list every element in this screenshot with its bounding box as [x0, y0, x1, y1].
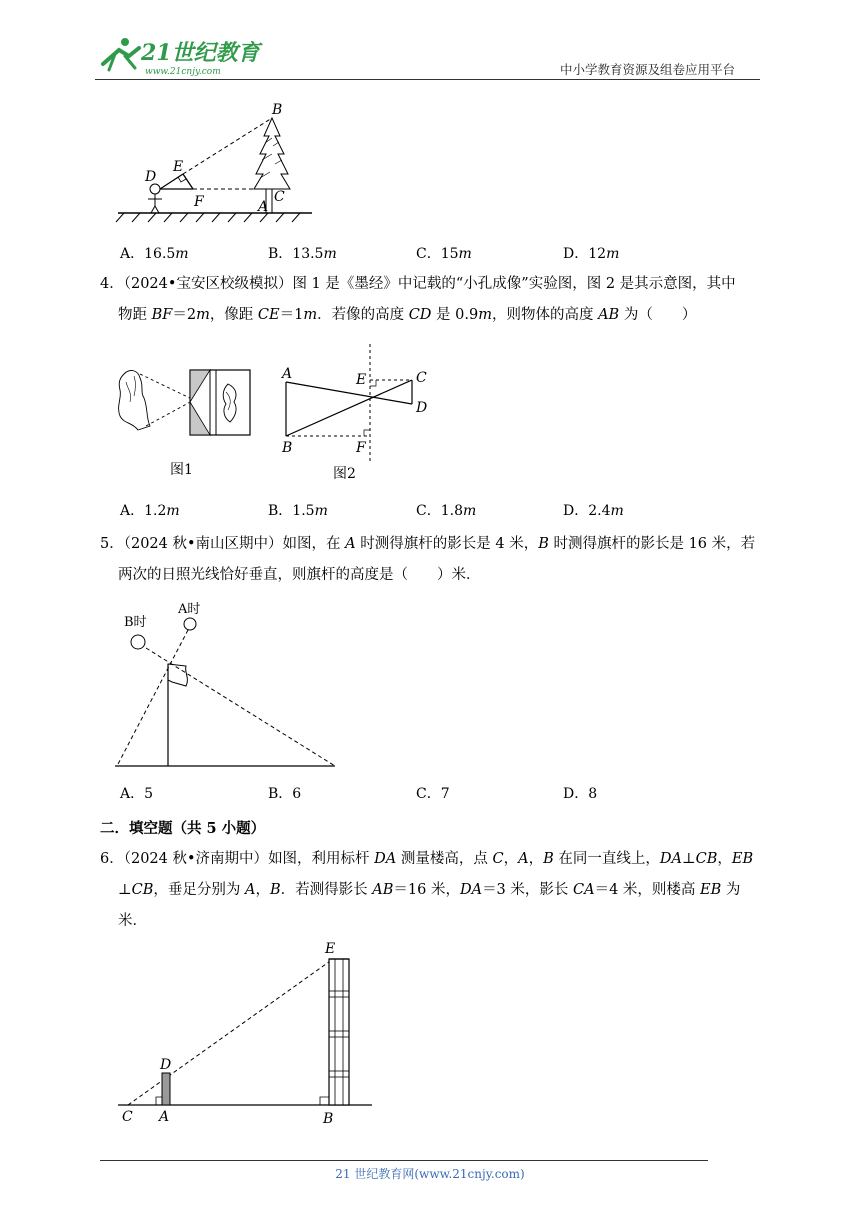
site-logo [95, 34, 265, 78]
q6-label-b: B [323, 1111, 334, 1127]
q3-label-e: E [173, 159, 184, 175]
q5-figure [110, 596, 350, 780]
q3-label-c: C [274, 189, 285, 205]
fig2-label-b: B [282, 440, 293, 456]
q6-label-e: E [325, 941, 336, 957]
fig2-caption: 图2 [333, 466, 356, 482]
q6-label-a: A [159, 1109, 170, 1125]
q5-question: 5．（2024 秋•南山区期中）如图，在 A 时测得旗杆的影长是 4 米，B 时测得旗杆的影长是 16 米，若 两次的日照光线恰好垂直，则旗杆的高度是（ ）米． [100, 536, 756, 583]
q3-option-b[interactable]: B．13.5m [268, 246, 337, 262]
q4-option-d[interactable]: D．2.4m [563, 503, 624, 519]
header-platform-title: 中小学教育资源及组卷应用平台 [560, 62, 736, 77]
q4-figure-2 [276, 342, 436, 496]
q5-sun-b-label: B时 [124, 615, 147, 630]
footer-divider [100, 1160, 708, 1161]
q6-label-c: C [122, 1109, 133, 1125]
fig2-label-f: F [356, 440, 366, 456]
q3-option-a[interactable]: A．16.5m [120, 246, 189, 262]
q3-label-b: B [272, 102, 283, 118]
q4-option-b[interactable]: B．1.5m [268, 503, 328, 519]
q6-label-d: D [160, 1057, 172, 1073]
section-title: 二．填空题（共 5 小题） [100, 820, 266, 837]
q4-figure-1 [110, 362, 260, 491]
q3-label-d: D [145, 169, 157, 185]
q6-question: 6．（2024 秋•济南期中）如图，利用标杆 DA 测量楼高，点 C，A，B 在同一直线上，DA⊥CB，EB ⊥CB，垂足分别为 A，B．若测得影长 AB＝16 米，DA＝3 米，影长 CA＝4 米，则楼高 EB 为 米． [100, 851, 754, 929]
q5-sun-a-label: A时 [178, 602, 201, 617]
logo-url: www.21cnjy.com [145, 67, 221, 77]
fig2-label-d: D [416, 400, 428, 416]
q6-figure [110, 935, 380, 1134]
q3-option-d[interactable]: D．12m [563, 246, 620, 262]
q4-option-a[interactable]: A．1.2m [120, 503, 180, 519]
q3-label-f: F [194, 194, 204, 210]
q3-option-c[interactable]: C．15m [416, 246, 472, 262]
footer-link[interactable]: 21 世纪教育网(www.21cnjy.com) [335, 1167, 525, 1181]
fig2-label-a: A [282, 366, 293, 382]
q4-option-c[interactable]: C．1.8m [416, 503, 477, 519]
fig2-label-c: C [416, 370, 427, 386]
q5-option-d[interactable]: D．8 [563, 786, 598, 802]
q5-option-b[interactable]: B．6 [268, 786, 302, 802]
fig2-label-e: E [356, 372, 367, 388]
logo-text: 21世纪教育 [141, 40, 260, 66]
q4-question: 4．（2024•宝安区校级模拟）图 1 是《墨经》中记载的“小孔成像”实验图，图 2 是其示意图，其中 物距 BF＝2m，像距 CE＝1m．若像的高度 CD 是 0.9m，则物体的高度 AB 为（ ） [100, 276, 736, 323]
q3-figure [110, 98, 320, 232]
header-divider [95, 79, 760, 80]
q5-option-a[interactable]: A．5 [120, 786, 154, 802]
q5-option-c[interactable]: C．7 [416, 786, 450, 802]
fig1-caption: 图1 [170, 462, 193, 478]
q3-label-a: A [258, 199, 269, 215]
